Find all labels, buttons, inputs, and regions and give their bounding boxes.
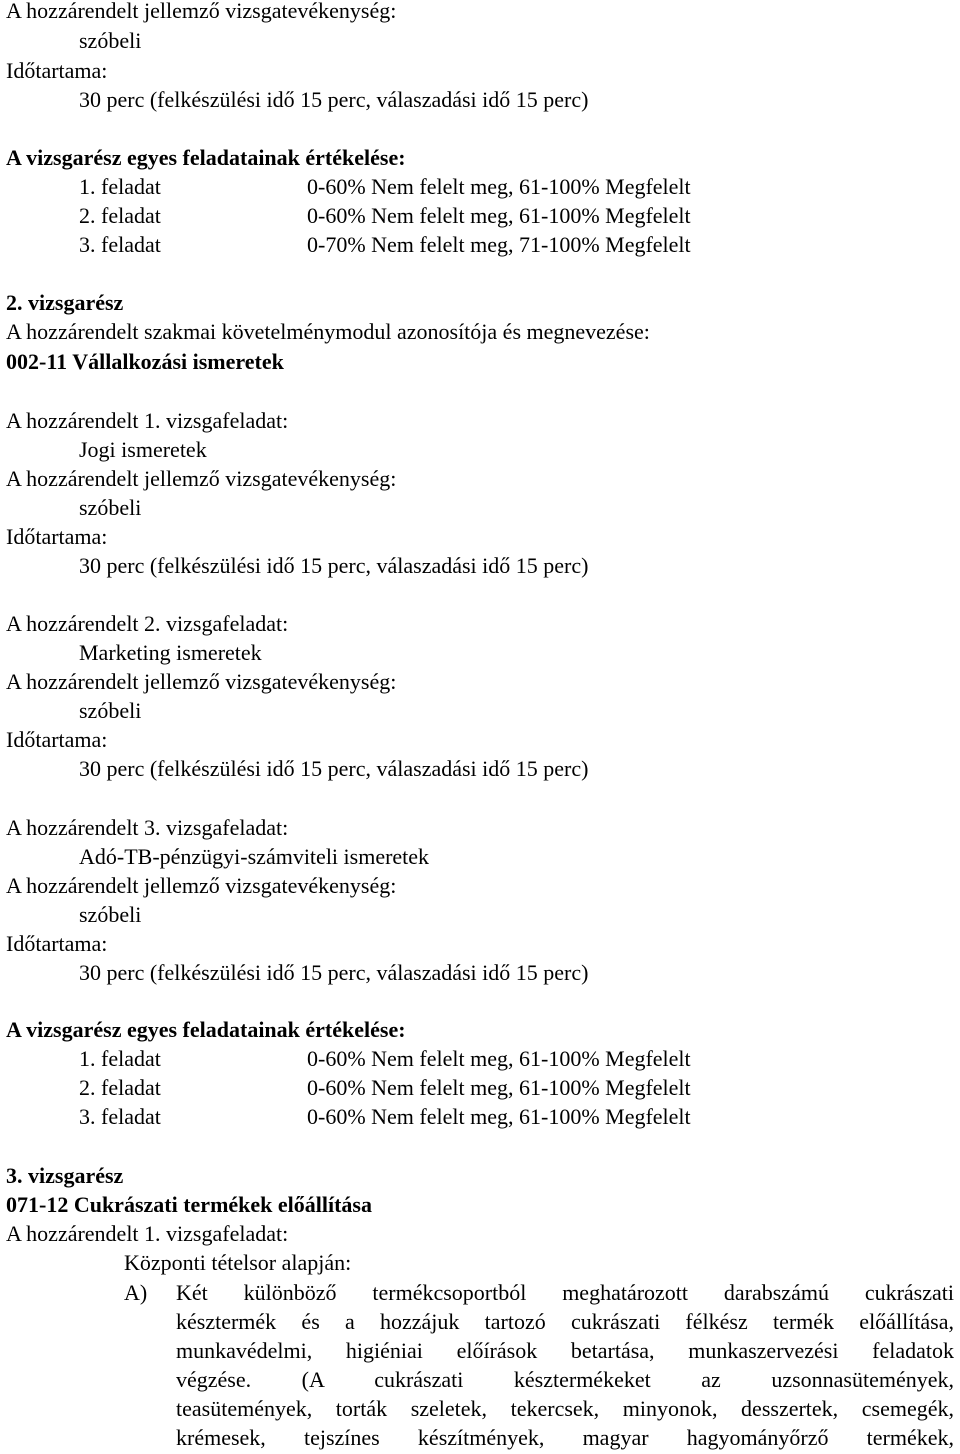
jellemzo-value: szóbeli <box>79 28 142 53</box>
item-a-line: késztermék és a hozzájuk tartozó cukrászati félkész termék előállítása, <box>176 1309 954 1334</box>
task-result: 0-70% Nem felelt meg, 71-100% Megfelelt <box>307 232 691 257</box>
jellemzo-label: A hozzárendelt jellemző vizsgatevékenység: <box>6 466 397 491</box>
module-name: 071-12 Cukrászati termékek előállítása <box>6 1192 372 1217</box>
task-result: 0-60% Nem felelt meg, 61-100% Megfelelt <box>307 174 691 199</box>
task-result: 0-60% Nem felelt meg, 61-100% Megfelelt <box>307 1075 691 1100</box>
task-label: A hozzárendelt 1. vizsgafeladat: <box>6 408 289 433</box>
evaluation-row <box>79 1102 691 1131</box>
task-label: A hozzárendelt 2. vizsgafeladat: <box>6 611 289 636</box>
evaluation-row <box>79 172 691 201</box>
item-a-line: teasütemények, torták szeletek, tekercsek, minyonok, desszertek, csemegék, <box>176 1396 954 1421</box>
module-name: 002-11 Vállalkozási ismeretek <box>6 349 284 374</box>
evaluation-title: A vizsgarész egyes feladatainak értékelése: <box>6 145 406 170</box>
evaluation-row <box>79 201 691 230</box>
jellemzo-value: szóbeli <box>79 495 142 520</box>
task-label: A hozzárendelt 1. vizsgafeladat: <box>6 1221 289 1246</box>
task-number: 2. feladat <box>79 203 161 228</box>
task-name: Jogi ismeretek <box>79 437 207 462</box>
task-result: 0-60% Nem felelt meg, 61-100% Megfelelt <box>307 1104 691 1129</box>
jellemzo-label: A hozzárendelt jellemző vizsgatevékenység: <box>6 873 397 898</box>
item-a-line: Két különböző termékcsoportból meghatározott darabszámú cukrászati <box>176 1280 954 1305</box>
evaluation-row <box>79 230 691 259</box>
jellemzo-label: A hozzárendelt jellemző vizsgatevékenység: <box>6 669 397 694</box>
idotartam-value: 30 perc (felkészülési idő 15 perc, válaszadási idő 15 perc) <box>79 553 589 578</box>
idotartam-label: Időtartama: <box>6 524 108 549</box>
module-label: A hozzárendelt szakmai követelménymodul azonosítója és megnevezése: <box>6 319 650 344</box>
item-a-line: krémesek, tejszínes készítmények, magyar hagyományőrző termékek, <box>176 1425 954 1450</box>
idotartam-value: 30 perc (felkészülési idő 15 perc, válaszadási idő 15 perc) <box>79 87 589 112</box>
section-heading: 3. vizsgarész <box>6 1163 124 1188</box>
evaluation-title: A vizsgarész egyes feladatainak értékelése: <box>6 1017 406 1042</box>
task-label: A hozzárendelt 3. vizsgafeladat: <box>6 815 289 840</box>
item-a-line: végzése. (A cukrászati késztermékeket az uzsonnasütemények, <box>176 1367 954 1392</box>
idotartam-label: Időtartama: <box>6 58 108 83</box>
task-number: 3. feladat <box>79 232 161 257</box>
item-a-label: A) <box>124 1280 148 1305</box>
task-name: Marketing ismeretek <box>79 640 262 665</box>
jellemzo-value: szóbeli <box>79 902 142 927</box>
task-number: 1. feladat <box>79 174 161 199</box>
idotartam-label: Időtartama: <box>6 727 108 752</box>
idotartam-label: Időtartama: <box>6 931 108 956</box>
section-heading: 2. vizsgarész <box>6 290 124 315</box>
jellemzo-value: szóbeli <box>79 698 142 723</box>
task-result: 0-60% Nem felelt meg, 61-100% Megfelelt <box>307 1046 691 1071</box>
evaluation-row <box>79 1073 691 1102</box>
task-number: 1. feladat <box>79 1046 161 1071</box>
task-number: 2. feladat <box>79 1075 161 1100</box>
evaluation-row <box>79 1044 691 1073</box>
task-result: 0-60% Nem felelt meg, 61-100% Megfelelt <box>307 203 691 228</box>
task-number: 3. feladat <box>79 1104 161 1129</box>
idotartam-value: 30 perc (felkészülési idő 15 perc, válaszadási idő 15 perc) <box>79 960 589 985</box>
central-item-label: Központi tételsor alapján: <box>124 1250 352 1275</box>
task-name: Adó-TB-pénzügyi-számviteli ismeretek <box>79 844 430 869</box>
idotartam-value: 30 perc (felkészülési idő 15 perc, válaszadási idő 15 perc) <box>79 756 589 781</box>
jellemzo-label: A hozzárendelt jellemző vizsgatevékenység: <box>6 0 397 23</box>
item-a-line: munkavédelmi, higiéniai előírások betartása, munkaszervezési feladatok <box>176 1338 954 1363</box>
